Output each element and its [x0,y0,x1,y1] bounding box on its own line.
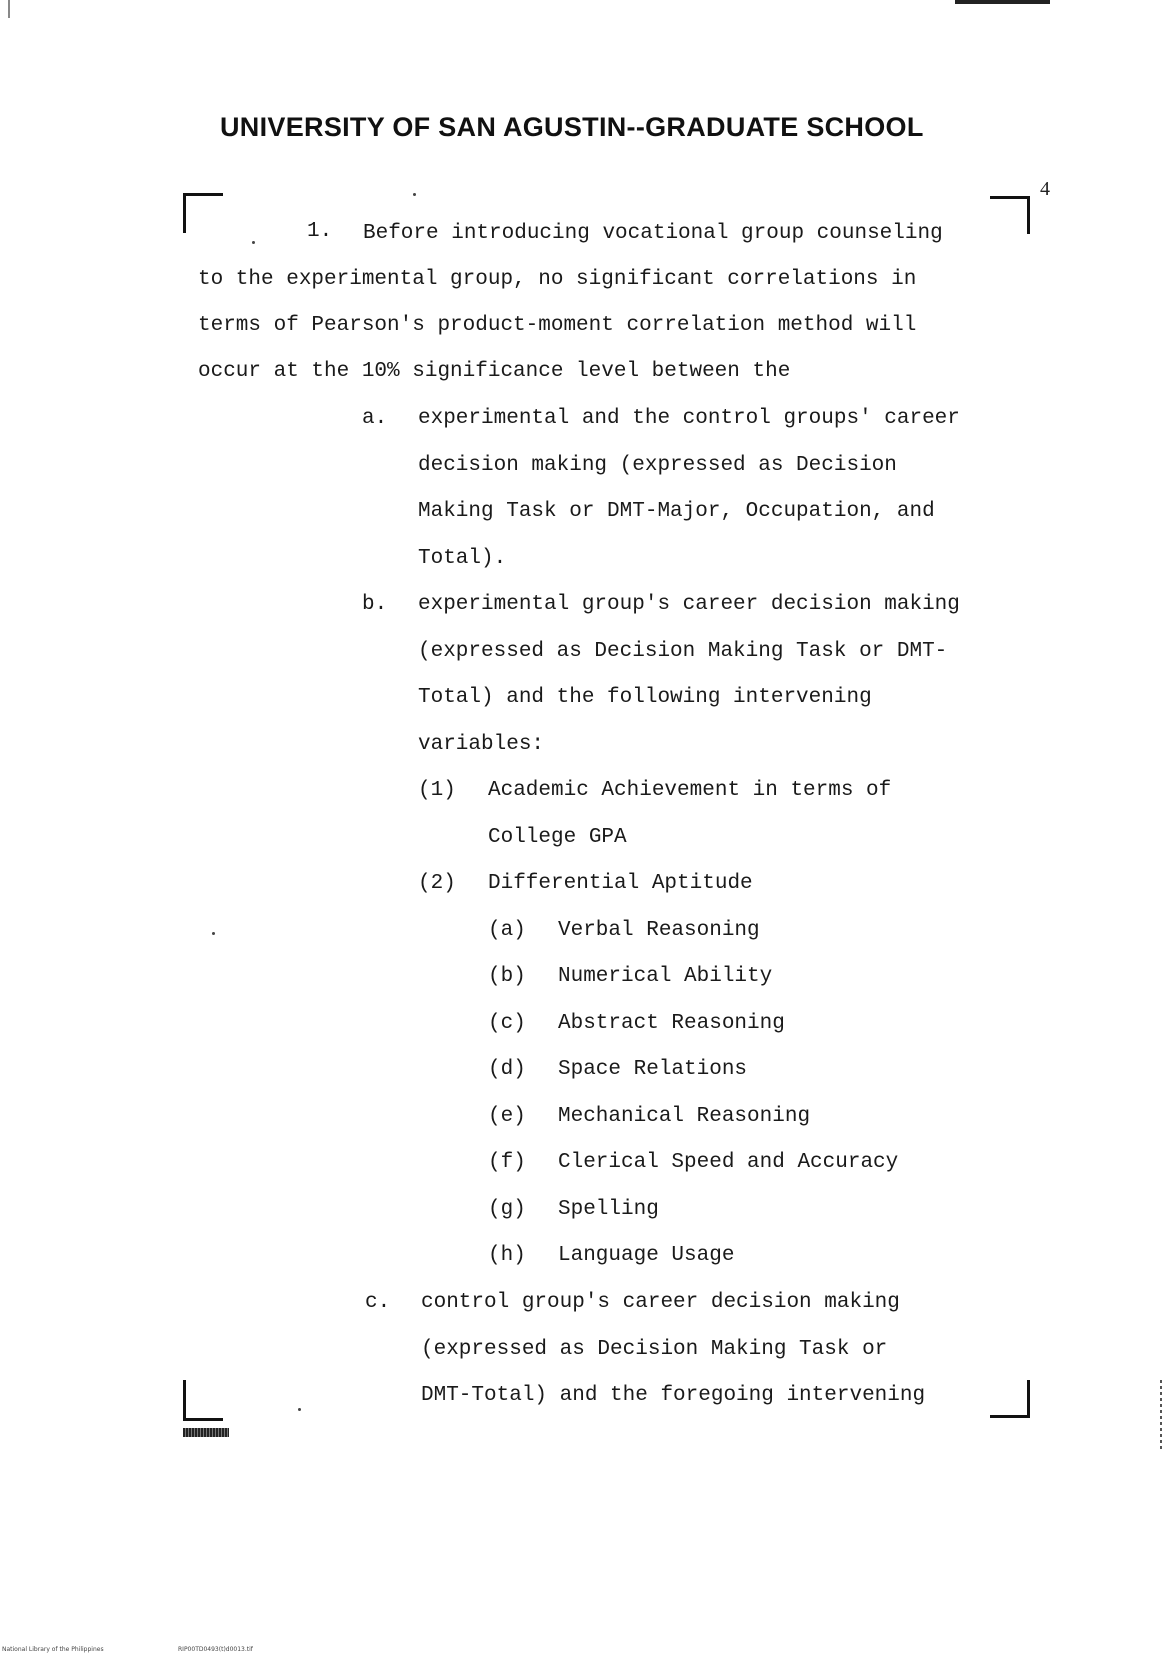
item-c-line: control group's career decision making [421,1291,900,1314]
aptitude-marker: (h) [488,1244,526,1267]
intro-line: occur at the 10% significance level between the [198,360,791,383]
item-b-marker: b. [362,593,388,616]
intro-line: terms of Pearson's product-moment correlation method will [198,314,917,337]
footer-file-id: RIP00TD0493(t)d0013.tif [178,1646,253,1653]
scan-edge-mark [8,0,10,18]
page-number: 4 [1040,178,1050,200]
scan-stamp-mark [183,1428,229,1437]
sub1-line: Academic Achievement in terms of [488,779,892,802]
page-header: UNIVERSITY OF SAN AGUSTIN--GRADUATE SCHOOL [220,112,924,142]
aptitude-item: Language Usage [558,1244,735,1267]
aptitude-item: Space Relations [558,1058,748,1081]
aptitude-marker: (c) [488,1012,526,1035]
item-a-line: decision making (expressed as Decision [418,454,897,477]
scan-edge-mark [1160,1380,1162,1450]
scan-speck [252,241,255,244]
sub2-label: Differential Aptitude [488,872,753,895]
aptitude-marker: (g) [488,1198,526,1221]
intro-line: Before introducing vocational group counseling [363,222,943,245]
aptitude-item: Numerical Ability [558,965,773,988]
aptitude-item: Spelling [558,1198,659,1221]
item-c-marker: c. [365,1291,391,1314]
footer-library: National Library of the Philippines [2,1646,104,1653]
item-b-line: Total) and the following intervening [418,686,872,709]
aptitude-marker: (b) [488,965,526,988]
aptitude-marker: (d) [488,1058,526,1081]
aptitude-item: Abstract Reasoning [558,1012,785,1035]
item-a-line: experimental and the control groups' career [418,407,960,430]
item-b-line: (expressed as Decision Making Task or DMT- [418,640,948,663]
aptitude-marker: (e) [488,1105,526,1128]
scan-speck [298,1408,301,1411]
sub1-line: College GPA [488,826,627,849]
scan-speck [413,193,416,196]
item-b-line: experimental group's career decision making [418,593,960,616]
top-rule [955,0,1050,4]
item-c-line: DMT-Total) and the foregoing intervening [421,1384,926,1407]
scan-speck [212,932,215,935]
sub2-marker: (2) [418,872,456,895]
item-a-marker: a. [362,407,388,430]
aptitude-item: Clerical Speed and Accuracy [558,1151,899,1174]
aptitude-item: Verbal Reasoning [558,919,760,942]
aptitude-marker: (f) [488,1151,526,1174]
sub1-marker: (1) [418,779,456,802]
item-a-line: Total). [418,547,507,570]
item-c-line: (expressed as Decision Making Task or [421,1338,888,1361]
item-a-line: Making Task or DMT-Major, Occupation, and [418,500,935,523]
item-b-line: variables: [418,733,545,756]
aptitude-item: Mechanical Reasoning [558,1105,811,1128]
aptitude-marker: (a) [488,919,526,942]
item-number: 1. [307,220,333,243]
intro-line: to the experimental group, no significant correlations in [198,268,917,291]
